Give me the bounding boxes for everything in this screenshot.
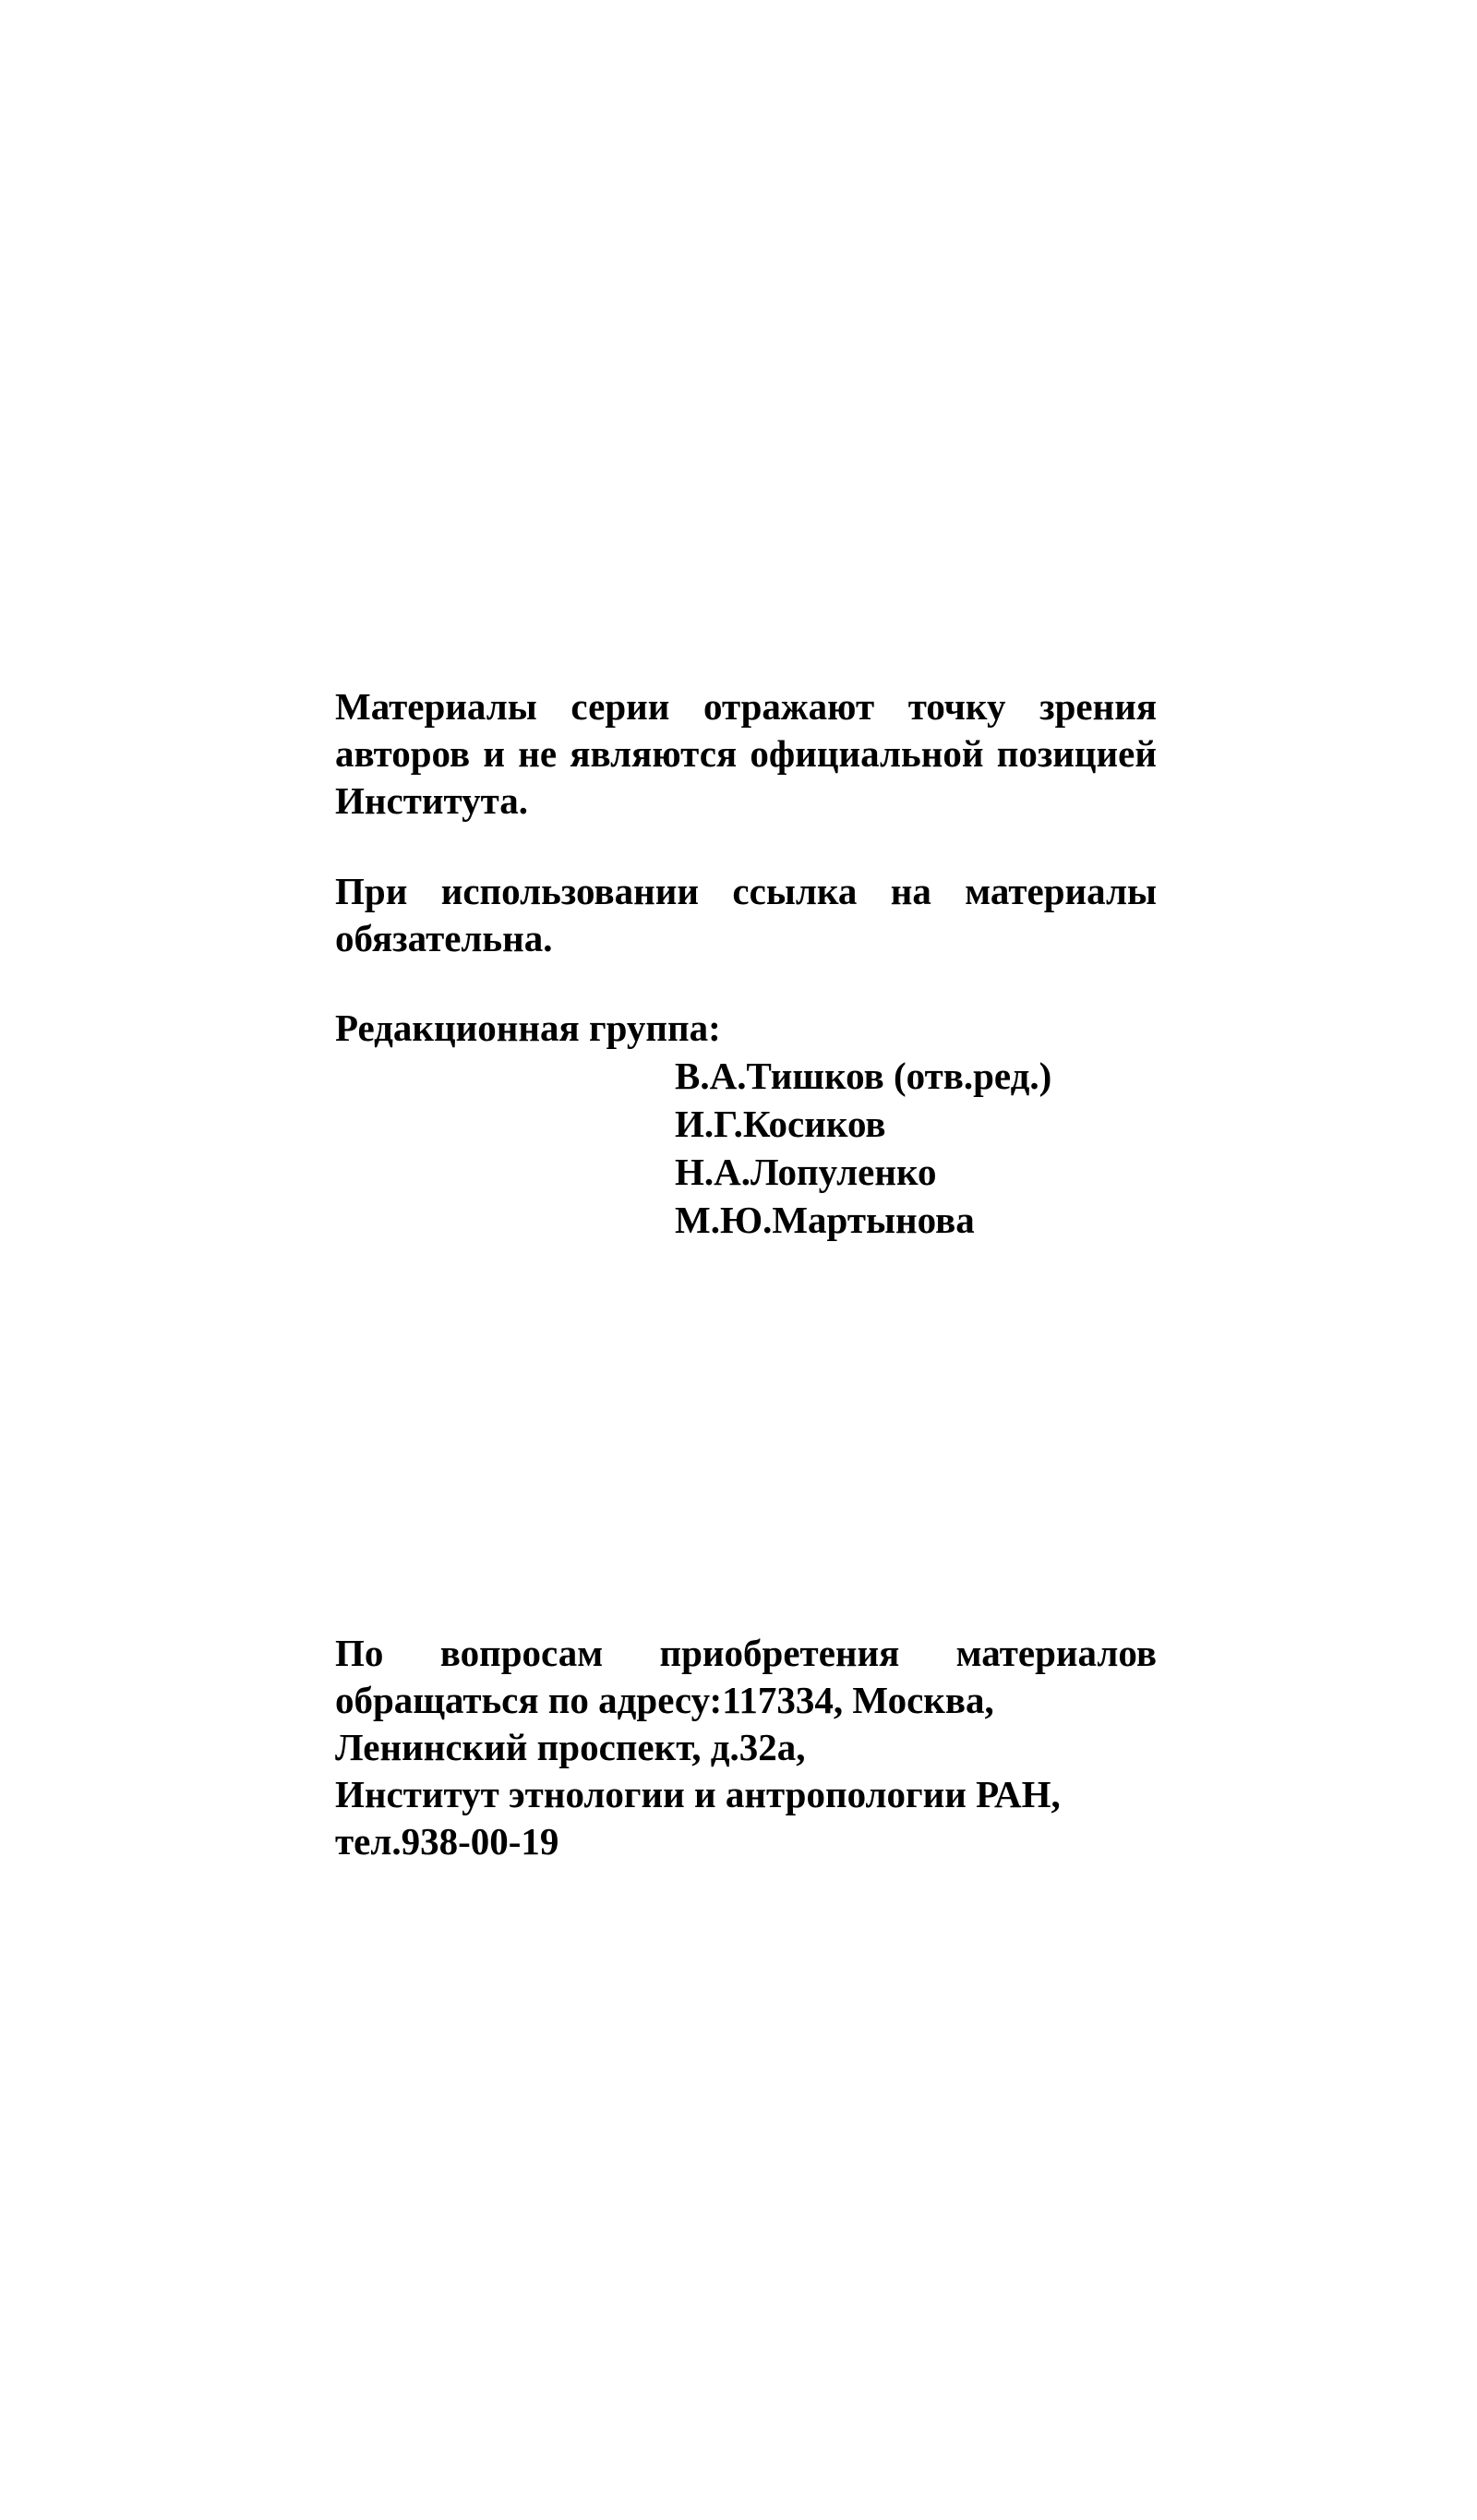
- editor-name: Н.А.Лопуленко: [675, 1151, 937, 1193]
- disclaimer-block: [335, 683, 1157, 825]
- editor-list: [335, 1052, 1157, 1244]
- phone-number: тел.938-00-19: [335, 1820, 559, 1863]
- institute-name: Институт этнологии и антропологии РАН,: [335, 1773, 1061, 1815]
- citation-block: [335, 868, 1157, 962]
- purchase-info-text: По вопросам приобретения материалов обращаться по адресу:117334, Москва,: [335, 1632, 1157, 1721]
- editor-name: М.Ю.Мартынова: [675, 1199, 975, 1241]
- purchase-contact-block: [335, 1630, 1157, 1865]
- citation-notice: При использовании ссылка на материалы обязательна.: [335, 870, 1157, 959]
- address-street: Ленинский проспект, д.32а,: [335, 1726, 806, 1768]
- editorial-group: [335, 1005, 1157, 1244]
- editorial-group-heading: Редакционная группа:: [335, 1007, 721, 1049]
- editor-name: В.А.Тишков (отв.ред.): [675, 1055, 1052, 1097]
- disclaimer-text: Материалы серии отражают точку зрения авторов и не являются официальной позицией Института.: [335, 685, 1157, 822]
- editor-name: И.Г.Косиков: [675, 1103, 886, 1145]
